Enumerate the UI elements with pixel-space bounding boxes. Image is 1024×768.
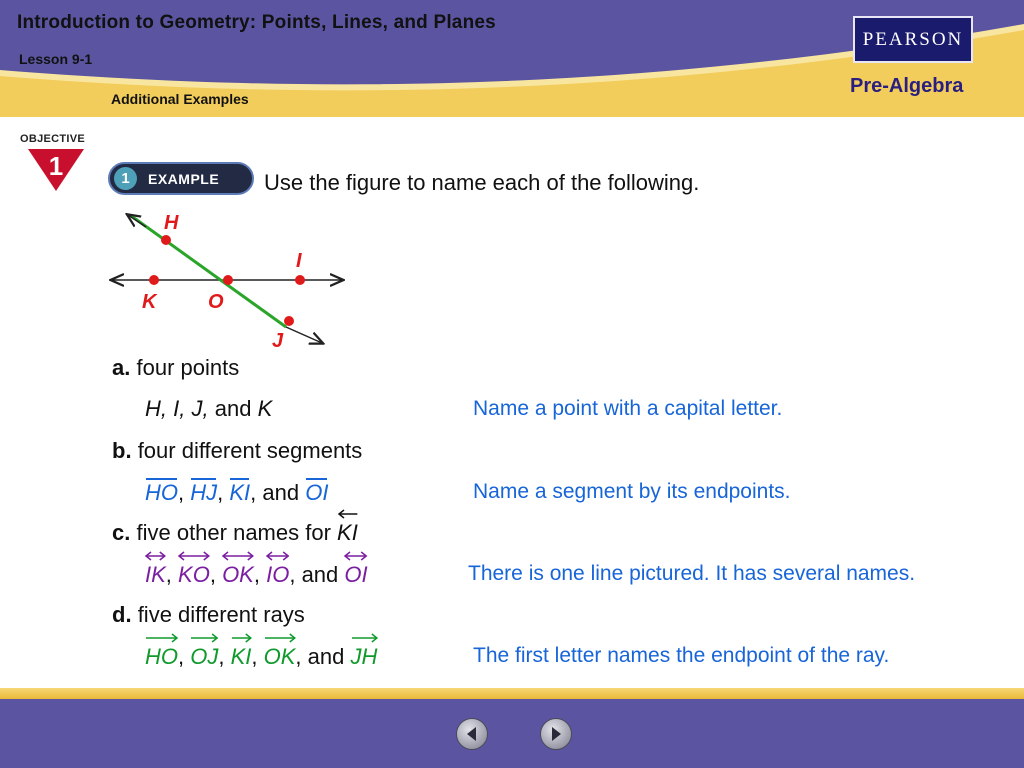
next-arrow-icon [541, 719, 571, 749]
ray-symbol-icon [190, 632, 218, 644]
segment-oi: OI [305, 480, 329, 505]
ray-oj: OJ [190, 644, 218, 670]
ray-ok: OK [264, 644, 296, 670]
line-symbol-icon [344, 550, 367, 562]
previous-arrow-icon [457, 719, 487, 749]
label-i: I [296, 250, 302, 272]
line-ok: OK [222, 562, 254, 588]
example-badge [108, 162, 254, 195]
diagonal-arrow-end [286, 327, 322, 343]
part-a-question: a. four points [112, 355, 240, 380]
objective-number: 1 [48, 151, 64, 181]
slide-header [0, 0, 1024, 117]
course-label: Pre-Algebra [850, 75, 964, 97]
objective-badge [20, 133, 90, 181]
ray-symbol-icon [145, 632, 178, 644]
point-h [161, 235, 171, 245]
example-label: EXAMPLE [148, 171, 220, 187]
part-b-answer: HO, HJ, KI, and OI [145, 480, 329, 505]
point-o [223, 275, 233, 285]
segment-hj: HJ [190, 480, 218, 505]
line-symbol-icon [266, 550, 289, 562]
geometry-figure [100, 205, 360, 350]
pearson-logo: PEARSON [853, 16, 973, 63]
ray-symbol-icon [231, 632, 252, 644]
objective-label: OBJECTIVE [20, 133, 86, 145]
label-j: J [272, 330, 284, 350]
line-ik: IK [145, 562, 166, 588]
label-h: H [164, 212, 179, 234]
slide-footer [0, 688, 1024, 768]
part-a-note: Name a point with a capital letter. [473, 397, 783, 420]
line-oi: OI [344, 562, 367, 588]
part-c-note: There is one line pictured. It has several names. [468, 562, 916, 585]
part-d-question: d. five different rays [112, 602, 305, 627]
ray-symbol-icon [351, 632, 378, 644]
part-c-answer: IK, KO, OK, IO, and OI [145, 562, 368, 588]
line-ko: KO [178, 562, 210, 588]
part-d-note: The first letter names the endpoint of the ray. [473, 644, 890, 667]
line-symbol-icon [178, 550, 210, 562]
next-slide-button[interactable] [540, 718, 572, 750]
ray-symbol-icon [264, 632, 296, 644]
line-io: IO [266, 562, 289, 588]
previous-slide-button[interactable] [456, 718, 488, 750]
label-k: K [142, 291, 157, 313]
lesson-label: Lesson 9-1 [19, 51, 93, 67]
point-j [284, 316, 294, 326]
segment-ki: KI [229, 480, 251, 505]
ray-ho: HO [145, 644, 178, 670]
part-b-question: b. four different segments [112, 438, 363, 463]
section-label: Additional Examples [111, 91, 249, 107]
footer-band [0, 688, 1024, 699]
point-i [295, 275, 305, 285]
line-symbol-icon [222, 550, 254, 562]
segment-ho: HO [145, 480, 178, 505]
diagonal-arrow-start [128, 215, 146, 227]
part-c-question: c. five other names for KI [112, 520, 358, 546]
slide-title: Introduction to Geometry: Points, Lines, and Planes [17, 12, 496, 33]
ray-ki: KI [231, 644, 252, 670]
example-prompt: Use the figure to name each of the following. [264, 170, 700, 195]
part-b-note: Name a segment by its endpoints. [473, 480, 791, 503]
example-number: 1 [114, 167, 137, 190]
part-d-answer: HO, OJ, KI, OK, and JH [145, 644, 377, 670]
line-symbol-icon [337, 508, 358, 520]
label-o: O [208, 291, 224, 313]
point-k [149, 275, 159, 285]
ray-jh: JH [351, 644, 378, 670]
line-symbol-icon [145, 550, 166, 562]
objective-triangle-icon [26, 147, 86, 207]
part-a-answer: H, I, J, and K [145, 396, 273, 421]
